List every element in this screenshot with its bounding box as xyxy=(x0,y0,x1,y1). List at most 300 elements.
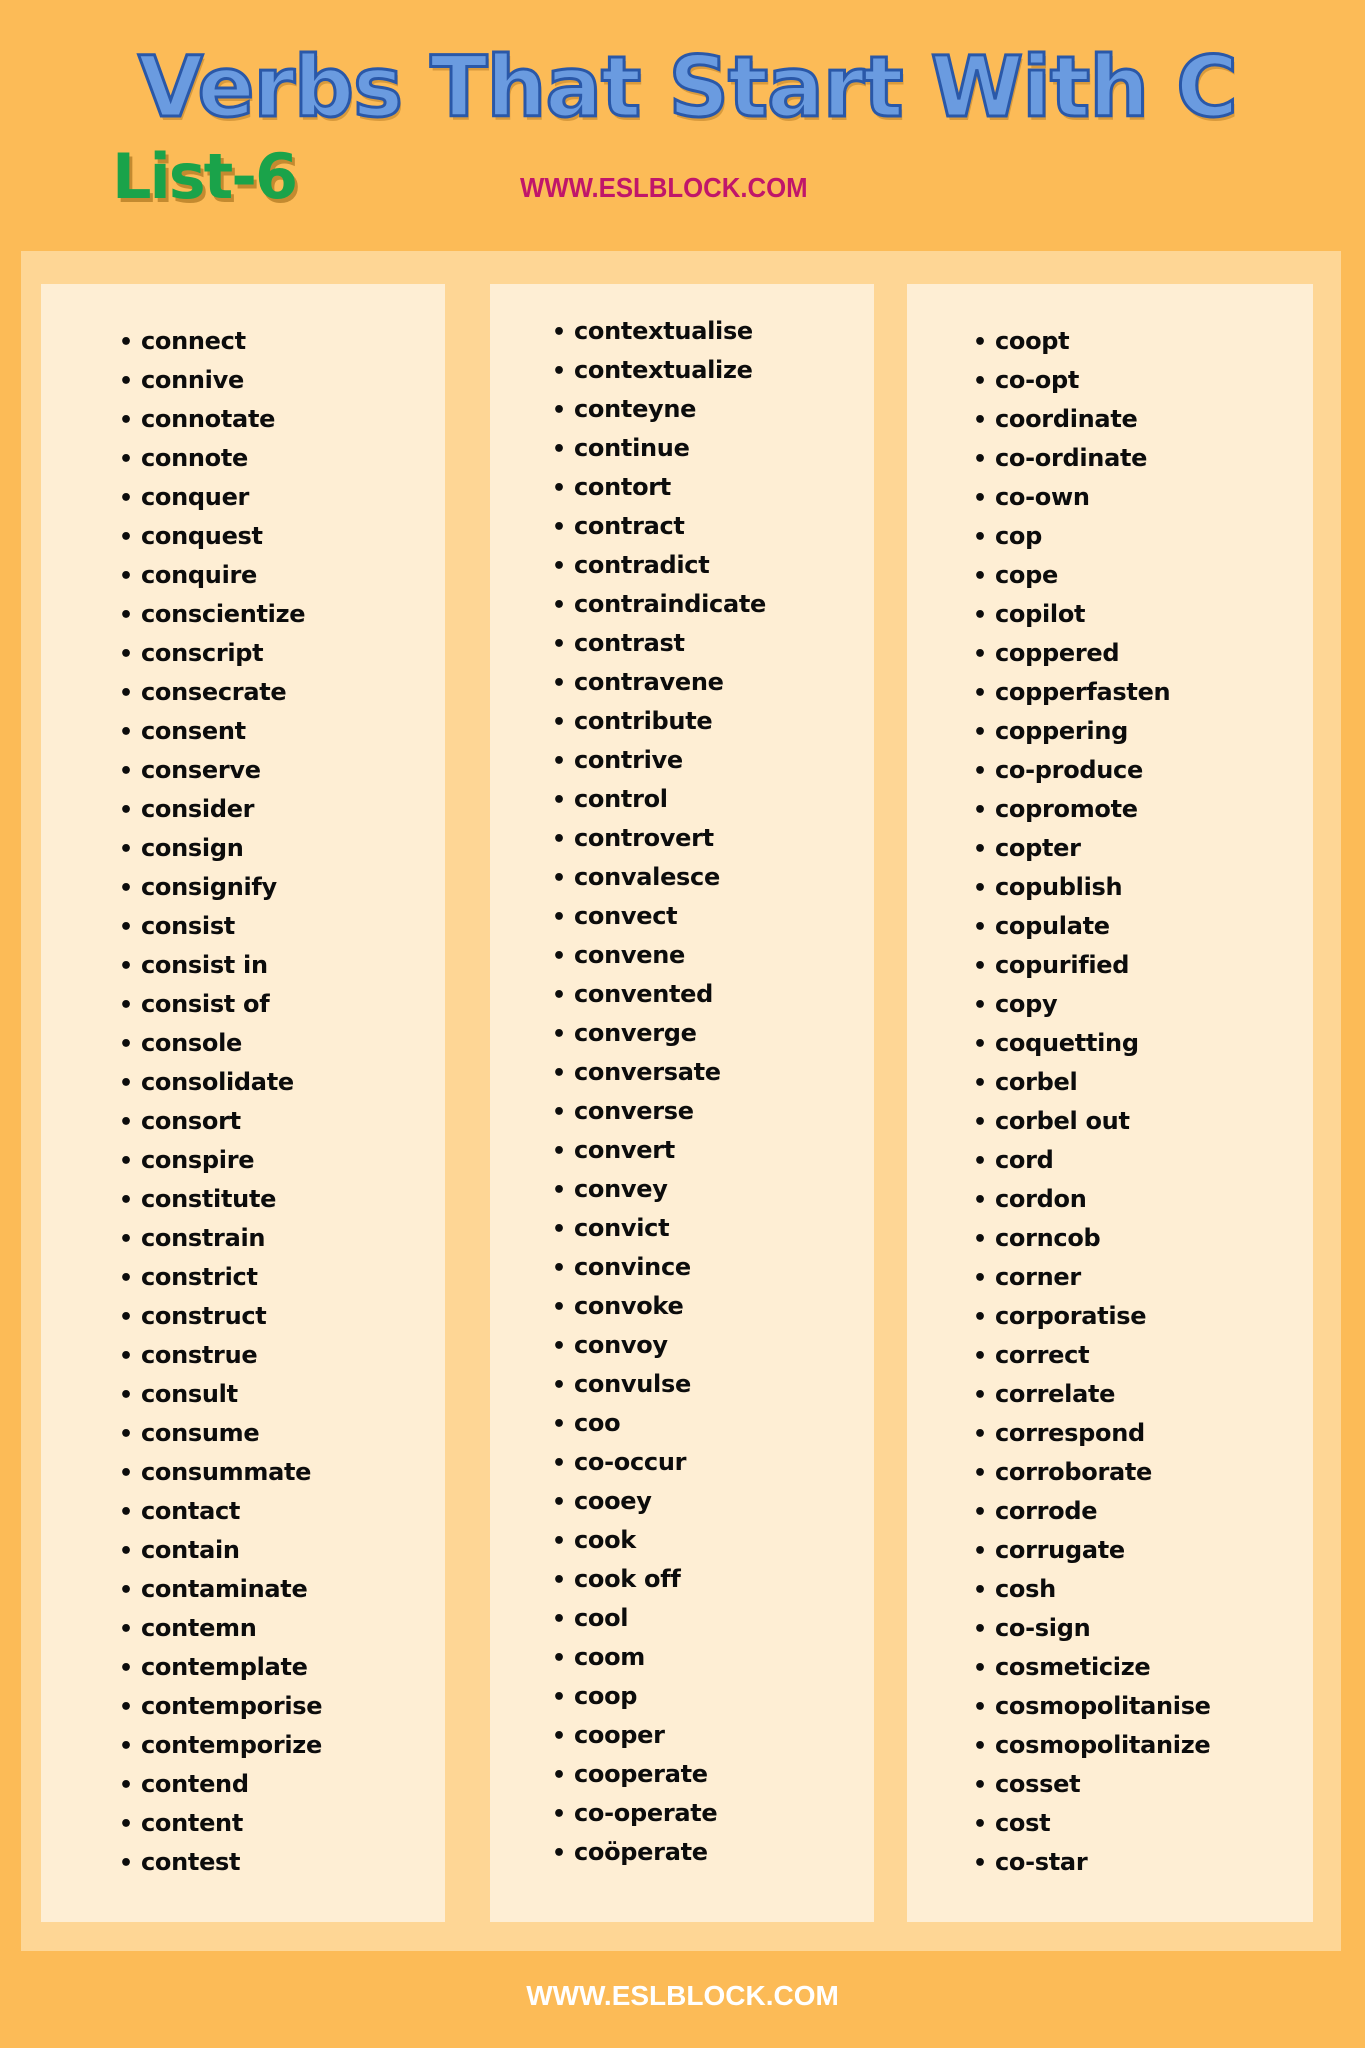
verb-text: conscript xyxy=(141,639,264,667)
bullet-icon: • xyxy=(973,1734,987,1759)
word-column-3 xyxy=(907,284,1313,1922)
list-item xyxy=(552,1638,766,1677)
list-item xyxy=(552,468,766,507)
list-item xyxy=(119,1453,322,1492)
list-item xyxy=(973,1531,1211,1570)
bullet-icon: • xyxy=(119,1227,133,1252)
verb-text: consolidate xyxy=(141,1068,294,1096)
list-item xyxy=(552,1560,766,1599)
bullet-icon: • xyxy=(973,993,987,1018)
list-item xyxy=(973,1375,1211,1414)
verb-text: correspond xyxy=(995,1419,1145,1447)
list-item xyxy=(119,1141,322,1180)
bullet-icon: • xyxy=(552,866,566,891)
bullet-icon: • xyxy=(119,1032,133,1057)
list-item xyxy=(119,556,322,595)
list-item xyxy=(119,517,322,556)
verb-text: cooperate xyxy=(574,1760,708,1788)
bullet-icon: • xyxy=(973,603,987,628)
bullet-icon: • xyxy=(119,447,133,472)
bullet-icon: • xyxy=(552,593,566,618)
verb-text: co-operate xyxy=(574,1799,718,1827)
list-item xyxy=(119,1648,322,1687)
bullet-icon: • xyxy=(552,437,566,462)
list-item xyxy=(973,868,1211,907)
list-item xyxy=(119,1375,322,1414)
bullet-icon: • xyxy=(973,1851,987,1876)
verb-text: cooper xyxy=(574,1721,665,1749)
word-column-2 xyxy=(490,284,874,1922)
list-item xyxy=(973,1726,1211,1765)
bullet-icon: • xyxy=(552,515,566,540)
list-item xyxy=(119,322,322,361)
verb-text: conteyne xyxy=(574,395,697,423)
verb-text: convulse xyxy=(574,1370,691,1398)
verb-text: consume xyxy=(141,1419,260,1447)
verb-text: cook xyxy=(574,1526,636,1554)
bullet-icon: • xyxy=(552,1763,566,1788)
list-item xyxy=(119,400,322,439)
bullet-icon: • xyxy=(552,1334,566,1359)
list-item xyxy=(973,907,1211,946)
verb-text: corncob xyxy=(995,1224,1101,1252)
verb-text: consort xyxy=(141,1107,241,1135)
bullet-icon: • xyxy=(119,681,133,706)
verb-text: consist of xyxy=(141,990,270,1018)
list-item xyxy=(119,1687,322,1726)
website-url-top: WWW.ESLBLOCK.COM xyxy=(520,172,808,203)
verb-text: corrugate xyxy=(995,1536,1125,1564)
verb-text: controvert xyxy=(574,824,714,852)
verb-text: converse xyxy=(574,1097,694,1125)
list-item xyxy=(119,790,322,829)
list-item xyxy=(552,312,766,351)
verb-text: correlate xyxy=(995,1380,1116,1408)
list-item xyxy=(552,663,766,702)
bullet-icon: • xyxy=(119,1695,133,1720)
verb-text: cool xyxy=(574,1604,629,1632)
bullet-icon: • xyxy=(552,554,566,579)
list-item xyxy=(973,829,1211,868)
bullet-icon: • xyxy=(119,1305,133,1330)
verb-text: console xyxy=(141,1029,242,1057)
list-item xyxy=(973,1687,1211,1726)
bullet-icon: • xyxy=(552,1724,566,1749)
verb-text: connive xyxy=(141,366,244,394)
bullet-icon: • xyxy=(973,486,987,511)
list-item xyxy=(973,1258,1211,1297)
list-item xyxy=(973,439,1211,478)
verb-text: coöperate xyxy=(574,1838,708,1866)
verb-text: corbel out xyxy=(995,1107,1130,1135)
verb-text: consecrate xyxy=(141,678,287,706)
verb-text: coop xyxy=(574,1682,638,1710)
verb-text: co-opt xyxy=(995,366,1080,394)
verb-text: continue xyxy=(574,434,690,462)
bullet-icon: • xyxy=(119,876,133,901)
bullet-icon: • xyxy=(552,398,566,423)
bullet-icon: • xyxy=(119,408,133,433)
verb-text: connote xyxy=(141,444,249,472)
list-item xyxy=(973,478,1211,517)
verb-text: corner xyxy=(995,1263,1081,1291)
verb-text: consignify xyxy=(141,873,277,901)
bullet-icon: • xyxy=(973,915,987,940)
verb-text: coom xyxy=(574,1643,646,1671)
list-item xyxy=(973,1804,1211,1843)
verb-text: conserve xyxy=(141,756,261,784)
list-item xyxy=(973,1219,1211,1258)
bullet-icon: • xyxy=(119,837,133,862)
list-item xyxy=(119,1336,322,1375)
verb-text: cost xyxy=(995,1809,1051,1837)
verb-text: content xyxy=(141,1809,244,1837)
bullet-icon: • xyxy=(119,798,133,823)
bullet-icon: • xyxy=(973,330,987,355)
list-item xyxy=(119,1726,322,1765)
verb-text: contest xyxy=(141,1848,241,1876)
verb-text: contend xyxy=(141,1770,249,1798)
bullet-icon: • xyxy=(973,837,987,862)
list-item xyxy=(552,1365,766,1404)
bullet-icon: • xyxy=(973,798,987,823)
verb-text: cook off xyxy=(574,1565,681,1593)
verb-text: cord xyxy=(995,1146,1054,1174)
verb-text: convoy xyxy=(574,1331,668,1359)
verb-text: connotate xyxy=(141,405,276,433)
list-item xyxy=(552,1131,766,1170)
word-list xyxy=(552,312,766,1872)
list-item xyxy=(119,1765,322,1804)
verb-text: conquire xyxy=(141,561,258,589)
bullet-icon: • xyxy=(973,1188,987,1213)
verb-text: copurified xyxy=(995,951,1130,979)
list-item xyxy=(552,936,766,975)
bullet-icon: • xyxy=(552,983,566,1008)
verb-text: co-ordinate xyxy=(995,444,1148,472)
list-item xyxy=(119,829,322,868)
verb-text: convoke xyxy=(574,1292,684,1320)
website-url-bottom: WWW.ESLBLOCK.COM xyxy=(526,1980,839,2011)
bullet-icon: • xyxy=(552,1646,566,1671)
bullet-icon: • xyxy=(119,1422,133,1447)
verb-text: contain xyxy=(141,1536,240,1564)
list-item xyxy=(552,819,766,858)
bullet-icon: • xyxy=(973,1656,987,1681)
bullet-icon: • xyxy=(973,1266,987,1291)
bullet-icon: • xyxy=(119,993,133,1018)
verb-text: consummate xyxy=(141,1458,312,1486)
verb-text: contract xyxy=(574,512,685,540)
bullet-icon: • xyxy=(552,1412,566,1437)
verb-text: control xyxy=(574,785,668,813)
bullet-icon: • xyxy=(973,1305,987,1330)
bullet-icon: • xyxy=(119,1539,133,1564)
list-item xyxy=(973,1609,1211,1648)
bullet-icon: • xyxy=(552,1568,566,1593)
list-item xyxy=(552,702,766,741)
bullet-icon: • xyxy=(119,954,133,979)
bullet-icon: • xyxy=(119,1383,133,1408)
verb-text: contemplate xyxy=(141,1653,308,1681)
list-item xyxy=(552,1053,766,1092)
list-item xyxy=(552,624,766,663)
list-item xyxy=(552,858,766,897)
verb-text: co-sign xyxy=(995,1614,1091,1642)
bullet-icon: • xyxy=(552,788,566,813)
verb-text: cosmopolitanise xyxy=(995,1692,1211,1720)
verb-text: contaminate xyxy=(141,1575,308,1603)
bullet-icon: • xyxy=(973,1812,987,1837)
list-item xyxy=(973,361,1211,400)
list-item xyxy=(552,1326,766,1365)
list-item xyxy=(552,390,766,429)
verb-text: connect xyxy=(141,327,246,355)
verb-text: copublish xyxy=(995,873,1123,901)
bullet-icon: • xyxy=(119,1578,133,1603)
bullet-icon: • xyxy=(552,1139,566,1164)
bullet-icon: • xyxy=(119,603,133,628)
verb-text: constitute xyxy=(141,1185,277,1213)
verb-text: cosh xyxy=(995,1575,1056,1603)
list-item xyxy=(552,1521,766,1560)
verb-text: co-occur xyxy=(574,1448,687,1476)
list-item xyxy=(552,585,766,624)
bullet-icon: • xyxy=(119,1656,133,1681)
bullet-icon: • xyxy=(973,525,987,550)
list-item xyxy=(552,1092,766,1131)
bullet-icon: • xyxy=(973,1617,987,1642)
bullet-icon: • xyxy=(973,1344,987,1369)
verb-text: coppering xyxy=(995,717,1128,745)
verb-text: coquetting xyxy=(995,1029,1139,1057)
bullet-icon: • xyxy=(973,1578,987,1603)
bullet-icon: • xyxy=(119,486,133,511)
list-item xyxy=(973,673,1211,712)
list-item xyxy=(552,1248,766,1287)
bullet-icon: • xyxy=(552,1529,566,1554)
list-item xyxy=(119,1843,322,1882)
verb-text: contort xyxy=(574,473,671,501)
verb-text: cop xyxy=(995,522,1042,550)
verb-text: co-produce xyxy=(995,756,1143,784)
bullet-icon: • xyxy=(552,1022,566,1047)
bullet-icon: • xyxy=(973,642,987,667)
verb-text: copperfasten xyxy=(995,678,1171,706)
verb-text: cosmopolitanize xyxy=(995,1731,1211,1759)
bullet-icon: • xyxy=(552,1217,566,1242)
list-item xyxy=(973,1063,1211,1102)
bullet-icon: • xyxy=(552,1841,566,1866)
bullet-icon: • xyxy=(119,1110,133,1135)
list-item xyxy=(119,907,322,946)
list-item xyxy=(552,1716,766,1755)
verb-text: coppered xyxy=(995,639,1120,667)
list-item xyxy=(119,1102,322,1141)
bullet-icon: • xyxy=(119,1188,133,1213)
list-item xyxy=(119,1180,322,1219)
bullet-icon: • xyxy=(119,1071,133,1096)
list-item xyxy=(119,1024,322,1063)
verb-text: contemn xyxy=(141,1614,257,1642)
verb-text: constrain xyxy=(141,1224,266,1252)
list-item xyxy=(973,1843,1211,1882)
list-item xyxy=(973,1414,1211,1453)
verb-text: contextualize xyxy=(574,356,753,384)
bullet-icon: • xyxy=(973,1422,987,1447)
verb-text: conspire xyxy=(141,1146,255,1174)
verb-text: contemporise xyxy=(141,1692,323,1720)
list-item xyxy=(119,946,322,985)
bullet-icon: • xyxy=(973,1110,987,1135)
verb-text: cope xyxy=(995,561,1058,589)
list-item xyxy=(552,975,766,1014)
bullet-icon: • xyxy=(973,1071,987,1096)
list-item xyxy=(552,1209,766,1248)
list-item xyxy=(119,1492,322,1531)
verb-text: consist xyxy=(141,912,235,940)
bullet-icon: • xyxy=(552,671,566,696)
list-item xyxy=(973,1765,1211,1804)
bullet-icon: • xyxy=(119,564,133,589)
list-item xyxy=(973,517,1211,556)
list-item xyxy=(552,1755,766,1794)
verb-text: convey xyxy=(574,1175,668,1203)
list-item xyxy=(119,712,322,751)
verb-text: corrode xyxy=(995,1497,1098,1525)
bullet-icon: • xyxy=(973,759,987,784)
bullet-icon: • xyxy=(552,1061,566,1086)
verb-text: convalesce xyxy=(574,863,720,891)
list-item xyxy=(119,868,322,907)
verb-text: corroborate xyxy=(995,1458,1153,1486)
verb-text: consent xyxy=(141,717,246,745)
list-item xyxy=(552,351,766,390)
bullet-icon: • xyxy=(973,1539,987,1564)
bullet-icon: • xyxy=(119,1734,133,1759)
bullet-icon: • xyxy=(973,720,987,745)
list-item xyxy=(552,780,766,819)
verb-text: coordinate xyxy=(995,405,1138,433)
list-item xyxy=(973,556,1211,595)
bullet-icon: • xyxy=(973,408,987,433)
verb-text: contrive xyxy=(574,746,683,774)
verb-text: corbel xyxy=(995,1068,1078,1096)
list-item xyxy=(119,634,322,673)
bullet-icon: • xyxy=(973,369,987,394)
list-item xyxy=(119,1570,322,1609)
verb-text: constrict xyxy=(141,1263,258,1291)
word-column-1 xyxy=(41,284,445,1922)
verb-text: co-own xyxy=(995,483,1090,511)
verb-text: copy xyxy=(995,990,1058,1018)
list-item xyxy=(119,751,322,790)
list-item xyxy=(973,1024,1211,1063)
list-item xyxy=(552,507,766,546)
verb-text: construe xyxy=(141,1341,258,1369)
bullet-icon: • xyxy=(973,954,987,979)
list-item xyxy=(552,1482,766,1521)
bullet-icon: • xyxy=(552,1100,566,1125)
verb-text: convince xyxy=(574,1253,691,1281)
list-item xyxy=(552,1170,766,1209)
verb-text: contemporize xyxy=(141,1731,322,1759)
verb-text: conquest xyxy=(141,522,263,550)
list-item xyxy=(973,634,1211,673)
bullet-icon: • xyxy=(119,330,133,355)
list-item xyxy=(973,322,1211,361)
list-item xyxy=(552,1014,766,1053)
bullet-icon: • xyxy=(552,632,566,657)
verb-text: coopt xyxy=(995,327,1070,355)
bullet-icon: • xyxy=(973,1383,987,1408)
verb-text: co-star xyxy=(995,1848,1088,1876)
bullet-icon: • xyxy=(119,1266,133,1291)
list-item xyxy=(119,478,322,517)
list-item xyxy=(552,897,766,936)
verb-text: corporatise xyxy=(995,1302,1147,1330)
list-item xyxy=(973,751,1211,790)
list-item xyxy=(973,712,1211,751)
verb-text: copulate xyxy=(995,912,1110,940)
verb-text: consist in xyxy=(141,951,268,979)
list-item xyxy=(973,790,1211,829)
list-item xyxy=(973,1180,1211,1219)
list-item xyxy=(119,1297,322,1336)
bullet-icon: • xyxy=(119,915,133,940)
verb-text: consider xyxy=(141,795,255,823)
list-item xyxy=(119,1609,322,1648)
verb-text: consult xyxy=(141,1380,238,1408)
list-item xyxy=(973,1570,1211,1609)
bullet-icon: • xyxy=(119,1773,133,1798)
verb-text: copter xyxy=(995,834,1081,862)
bullet-icon: • xyxy=(973,1149,987,1174)
verb-text: convict xyxy=(574,1214,670,1242)
list-item xyxy=(973,1297,1211,1336)
verb-text: contribute xyxy=(574,707,713,735)
list-item xyxy=(119,1258,322,1297)
bullet-icon: • xyxy=(552,1256,566,1281)
bullet-icon: • xyxy=(552,359,566,384)
bullet-icon: • xyxy=(119,525,133,550)
bullet-icon: • xyxy=(552,905,566,930)
list-item xyxy=(119,1531,322,1570)
list-item xyxy=(552,1794,766,1833)
verb-text: cooey xyxy=(574,1487,652,1515)
verb-text: conquer xyxy=(141,483,250,511)
bullet-icon: • xyxy=(973,1773,987,1798)
list-item xyxy=(552,1599,766,1638)
page-title: Verbs That Start With C xyxy=(138,38,1237,136)
verb-text: convert xyxy=(574,1136,675,1164)
list-item xyxy=(119,985,322,1024)
list-item xyxy=(552,1404,766,1443)
list-item xyxy=(552,546,766,585)
bullet-icon: • xyxy=(119,1500,133,1525)
bullet-icon: • xyxy=(119,759,133,784)
word-list xyxy=(119,322,322,1882)
list-item xyxy=(552,1287,766,1326)
bullet-icon: • xyxy=(973,447,987,472)
bullet-icon: • xyxy=(552,827,566,852)
list-item xyxy=(973,595,1211,634)
bullet-icon: • xyxy=(973,1461,987,1486)
verb-text: contrast xyxy=(574,629,685,657)
list-item xyxy=(552,1677,766,1716)
bullet-icon: • xyxy=(552,1373,566,1398)
list-item xyxy=(552,1443,766,1482)
